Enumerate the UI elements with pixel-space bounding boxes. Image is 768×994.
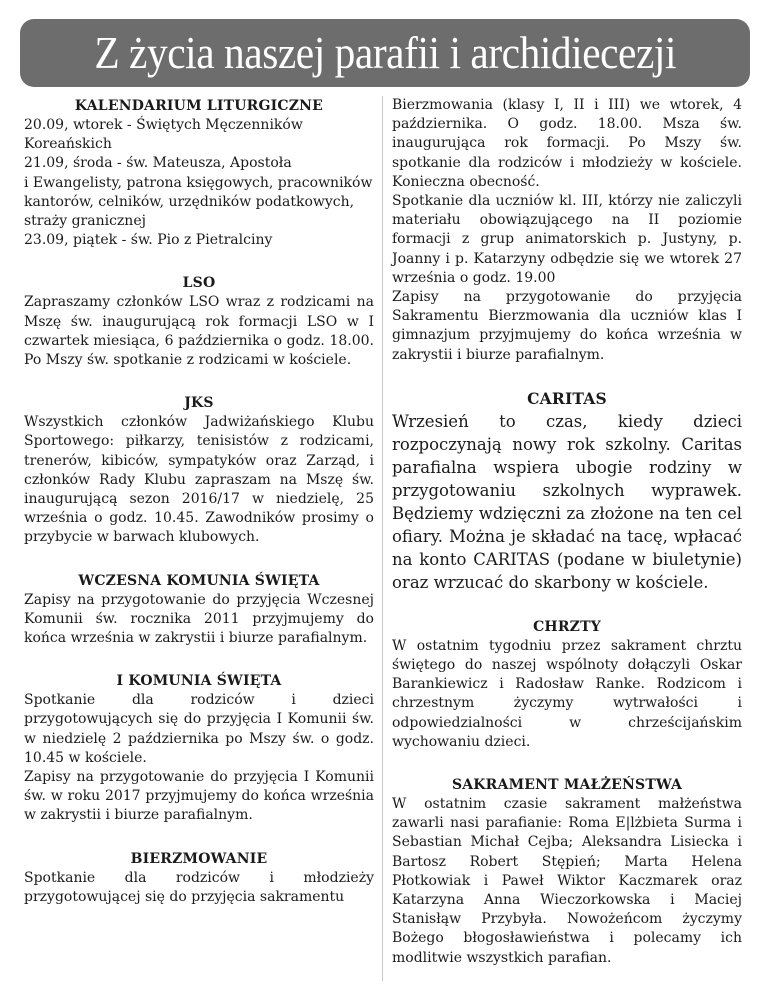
section-heading: JKS — [184, 395, 214, 412]
header-banner — [20, 19, 750, 87]
section-text: Wszystkich członków Jadwiżańskiego Klubu Sportowego: piłkarzy, tenisistów z rodzicami, trenerów, kibiców, sympatyków oraz Zarząd, i członków Rady Klubu zapraszam na Mszę św. inaugurującą sezon 2016/17 w niedzielę, 25 września o godz. 10.45. Zawodników prosimy o przybycie w barwach klubowych. — [24, 414, 374, 546]
section-heading: CARITAS — [527, 388, 607, 408]
section-heading: CHRZTY — [533, 618, 601, 635]
section-text: W ostatnim tygodniu przez sakrament chrztu świętego do naszej wspólnoty dołączyli Oskar Barankiewicz i Radosław Ranke. Rodzicom i chrzestnym życzymy wytrwałości i odpowiedzialności w chrześcijańskim wychowaniu dzieci. — [392, 637, 742, 750]
section-heading: BIERZMOWANIE — [130, 850, 268, 867]
calendar-entry: 20.09, wtorek - Świętych Męczenników Koreańskich — [24, 117, 303, 153]
section-kalendarium — [24, 96, 374, 250]
section-text: Zapraszamy członków LSO wraz z rodzicami na Mszę św. inaugurującą rok formacji LSO w I czwartek miesiąca, 6 października o godz. 18.00. Po Mszy św. spotkanie z rodzicami w kościele. — [24, 294, 374, 369]
section-text: Spotkanie dla uczniów kl. III, którzy nie zaliczyli materiału obowiązującego na II poziomie formacji z grup animatorskich p. Justyny, p. Joanny i p. Katarzyny odbędzie się we wtorek 27 września o godz. 19.00 — [392, 193, 742, 286]
section-caritas — [392, 388, 742, 594]
section-text: Spotkanie dla rodziców i dzieci przygotowujących się do przyjęcia I Komunii św. w niedzielę 2 października po Mszy św. o godz. 10.45 w kościele. — [24, 692, 374, 766]
section-chrzty — [392, 617, 742, 752]
section-jks — [24, 393, 374, 547]
section-malzenstwo — [392, 775, 742, 968]
section-text: Zapisy na przygotowanie do przyjęcia I Komunii św. w roku 2017 przyjmujemy do końca września w zakrystii i biurze parafialnym. — [24, 769, 374, 824]
section-heading: I KOMUNIA ŚWIĘTA — [116, 673, 282, 690]
section-text: Zapisy na przygotowanie do przyjęcia Sakramentu Bierzmowania dla uczniów klas I gimnazjum przyjmujemy do końca września w zakrystii i biurze parafialnym. — [392, 289, 742, 363]
section-text: W ostatnim czasie sakrament małżeństwa zawarli nasi parafianie: Roma E|lżbieta Surma i Sebastian Michał Cejba; Aleksandra Lisiecka i Bartosz Robert Stępień; Marta Helena Płotkowiak i Paweł Wiktor Kaczmarek oraz Katarzyna Anna Wieczorkowska i Maciej Stanisłąw Przybyła. Nowożeńcom życzymy Bożego błogosławieństwa i polecamy ich modlitwie wszystkich parafian. — [392, 796, 742, 966]
section-wczesna-komunia — [24, 571, 374, 649]
section-i-komunia — [24, 671, 374, 825]
section-text: Bierzmowania (klasy I, II i III) we wtorek, 4 października. O godz. 18.00. Msza św. inaugurująca rok formacji. Po Mszy św. spotkanie dla rodziców i młodzieży w kościele. Konieczna obecność. — [392, 97, 742, 190]
section-heading: LSO — [182, 275, 216, 292]
section-heading: WCZESNA KOMUNIA ŚWIĘTA — [78, 572, 320, 589]
section-text: Wrzesień to czas, kiedy dzieci rozpoczynają nowy rok szkolny. Caritas parafialna wspiera ubogie rodziny w przygotowaniu szkolnych wyprawek. Będziemy wdzięczni za złożone na ten cel ofiary. Można je składać na tacę, wpłacać na konto CARITAS (podane w biuletynie) oraz wrzucać do skarbony w kościele. — [392, 411, 742, 592]
section-bierzmowanie-cont — [392, 96, 742, 365]
calendar-entry: 21.09, środa - św. Mateusza, Apostoła — [24, 155, 292, 172]
calendar-entry: i Ewangelisty, patrona księgowych, pracowników kantorów, celników, urzędników podatkowych, straży granicznej — [24, 174, 373, 230]
column-divider — [382, 96, 383, 981]
calendar-entry: 23.09, piątek - św. Pio z Pietralciny — [24, 232, 273, 249]
section-heading: KALENDARIUM LITURGICZNE — [74, 98, 324, 114]
section-lso — [24, 273, 374, 370]
section-text: Spotkanie dla rodziców i młodzieży przygotowującej się do przyjęcia sakramentu — [24, 869, 374, 905]
section-heading: SAKRAMENT MAŁŻEŃSTWA — [451, 777, 683, 794]
section-text: Zapisy na przygotowanie do przyjęcia Wczesnej Komunii św. rocznika 2011 przyjmujemy do końca września w zakrystii i biurze parafialnym. — [24, 591, 374, 647]
page-title: Z życia naszej parafii i archidiecezji — [94, 27, 676, 78]
right-column — [392, 96, 742, 988]
left-column — [24, 96, 374, 988]
section-bierzmowanie — [24, 849, 374, 907]
